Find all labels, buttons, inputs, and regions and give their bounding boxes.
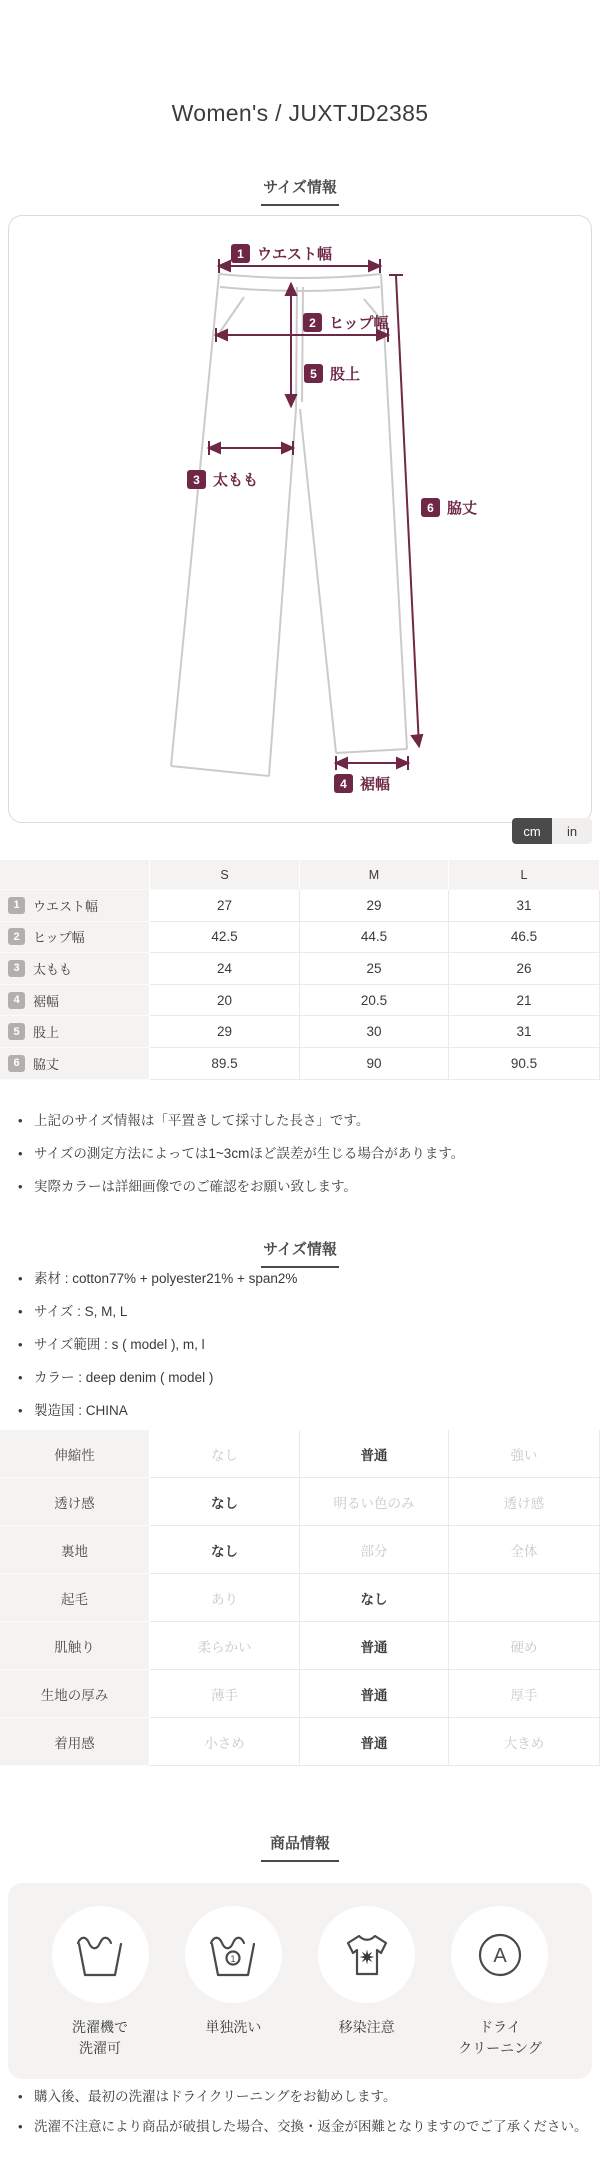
attr-row-label: 起毛 (0, 1574, 150, 1622)
attr-option: なし (300, 1574, 449, 1622)
svg-text:A: A (493, 1944, 507, 1967)
care-item: 1 単独洗い (173, 1906, 293, 2079)
attr-option: 全体 (449, 1526, 600, 1574)
dry-clean-icon (468, 1923, 532, 1987)
attr-option: 大きめ (449, 1718, 600, 1766)
svg-text:4: 4 (340, 777, 347, 791)
hip-label: ヒップ幅 (329, 315, 389, 332)
table-row-label: 5 股上 (0, 1016, 150, 1048)
note-item: • 実際カラーは詳細画像でのご確認をお願い致します。 (18, 1170, 590, 1203)
attr-row-label: 肌触り (0, 1622, 150, 1670)
size-range-item: • サイズ範囲 : s ( model ), m, l (18, 1328, 590, 1361)
col-header-l: L (449, 860, 600, 890)
note-item: • 上記のサイズ情報は「平置きして採寸した長さ」です。 (18, 1104, 590, 1137)
attr-row-label: 伸縮性 (0, 1430, 150, 1478)
note-item: • 洗濯不注意により商品が破損した場合、交換・返金が困難となりますのでご了承ください。 (18, 2112, 590, 2142)
material-item: • 素材 : cotton77% + polyester21% + span2% (18, 1262, 590, 1295)
size-item: • サイズ : S, M, L (18, 1295, 590, 1328)
col-header-s: S (150, 860, 300, 890)
attr-option: 強い (449, 1430, 600, 1478)
size-table (0, 860, 600, 1080)
attr-option: 厚手 (449, 1670, 600, 1718)
table-row-label: 1 ウエスト幅 (0, 890, 150, 922)
size-value: 31 (449, 890, 600, 922)
table-row-label: 2 ヒップ幅 (0, 922, 150, 954)
section-header-size-diagram: サイズ情報 (0, 176, 600, 206)
thigh-label: 太もも (213, 472, 259, 489)
size-value: 27 (150, 890, 300, 922)
svg-text:2: 2 (309, 316, 316, 330)
size-value: 20 (150, 985, 300, 1017)
attr-option: 透け感 (449, 1478, 600, 1526)
separate-wash-icon (201, 1923, 265, 1987)
attr-option: あり (150, 1574, 300, 1622)
size-value: 44.5 (300, 922, 449, 954)
care-item: 移染注意 (307, 1906, 427, 2079)
size-value: 20.5 (300, 985, 449, 1017)
waist-label: ウエスト幅 (257, 246, 333, 263)
attr-row-label: 裏地 (0, 1526, 150, 1574)
unit-toggle (512, 818, 592, 844)
attr-option: なし (150, 1478, 300, 1526)
page-title: Women's / JUXTJD2385 (171, 100, 429, 126)
section-header-size-info: サイズ情報 (0, 1238, 600, 1268)
attr-option: 普通 (300, 1430, 449, 1478)
unit-cm-button[interactable]: cm (512, 818, 552, 844)
attr-row-label: 生地の厚み (0, 1670, 150, 1718)
size-value: 89.5 (150, 1048, 300, 1080)
measurement-lines (209, 259, 422, 770)
svg-text:5: 5 (310, 367, 317, 381)
size-value: 46.5 (449, 922, 600, 954)
attr-option: 普通 (300, 1670, 449, 1718)
attribute-table (0, 1430, 600, 1766)
color-bleed-caution-icon (335, 1923, 399, 1987)
pants-outline (171, 274, 407, 776)
attr-row-label: 着用感 (0, 1718, 150, 1766)
note-item: • サイズの測定方法によっては1~3cmほど誤差が生じる場合があります。 (18, 1137, 590, 1170)
size-notes-list (18, 1104, 590, 1203)
attr-option: 部分 (300, 1526, 449, 1574)
attr-option: 柔らかい (150, 1622, 300, 1670)
machine-wash-icon (68, 1923, 132, 1987)
table-row-label: 4 裾幅 (0, 985, 150, 1017)
table-row-label: 6 脇丈 (0, 1048, 150, 1080)
col-header-m: M (300, 860, 449, 890)
color-item: • カラー : deep denim ( model ) (18, 1361, 590, 1394)
care-item: A ドライ クリーニング (440, 1906, 560, 2079)
attr-option: なし (150, 1526, 300, 1574)
rise-label: 股上 (330, 366, 361, 383)
svg-text:1: 1 (230, 1953, 236, 1964)
svg-text:6: 6 (427, 501, 434, 515)
size-value: 29 (150, 1016, 300, 1048)
attr-option: 薄手 (150, 1670, 300, 1718)
side-length-label: 脇丈 (447, 500, 478, 517)
header-underline (261, 204, 339, 206)
svg-text:3: 3 (193, 473, 200, 487)
care-instructions-panel (8, 1883, 592, 2079)
size-value: 29 (300, 890, 449, 922)
pants-measure-diagram (8, 215, 592, 823)
care-notes-list (18, 2082, 590, 2142)
attr-option: 明るい色のみ (300, 1478, 449, 1526)
header-underline (261, 1860, 339, 1862)
size-value: 21 (449, 985, 600, 1017)
attr-option: なし (150, 1430, 300, 1478)
size-value: 24 (150, 953, 300, 985)
info-bullets-list (18, 1262, 590, 1427)
size-value: 90 (300, 1048, 449, 1080)
attr-option: 普通 (300, 1718, 449, 1766)
country-item: • 製造国 : CHINA (18, 1394, 590, 1427)
attr-option (449, 1574, 600, 1622)
attr-option: 普通 (300, 1622, 449, 1670)
hem-label: 裾幅 (360, 776, 391, 793)
unit-in-button[interactable]: in (552, 818, 592, 844)
size-value: 31 (449, 1016, 600, 1048)
care-item: 洗濯機で 洗濯可 (40, 1906, 160, 2079)
size-value: 30 (300, 1016, 449, 1048)
size-value: 26 (449, 953, 600, 985)
size-value: 25 (300, 953, 449, 985)
size-value: 90.5 (449, 1048, 600, 1080)
attr-option: 硬め (449, 1622, 600, 1670)
size-value: 42.5 (150, 922, 300, 954)
svg-text:1: 1 (237, 247, 244, 261)
section-header-product-info: 商品情報 (0, 1832, 600, 1862)
table-row-label: 3 太もも (0, 953, 150, 985)
pants-diagram-svg (9, 216, 593, 824)
note-item: • 購入後、最初の洗濯はドライクリーニングをお勧めします。 (18, 2082, 590, 2112)
attr-row-label: 透け感 (0, 1478, 150, 1526)
attr-option: 小さめ (150, 1718, 300, 1766)
